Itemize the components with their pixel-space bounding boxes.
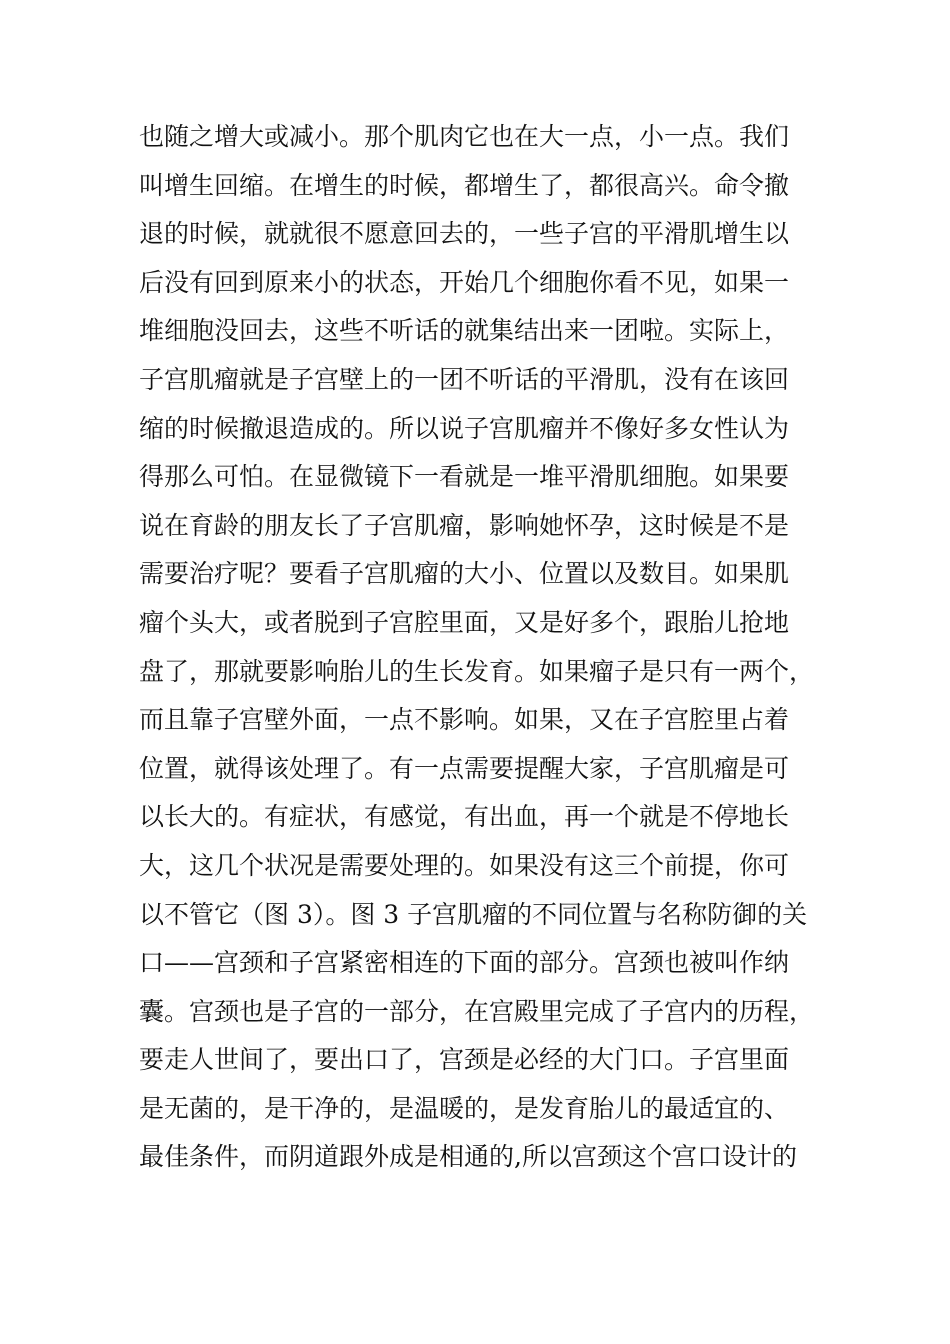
text-line-22: 最佳条件，而阴道跟外成是相通的,所以宫颈这个宫口设计的 (139, 1142, 797, 1172)
text-line-15: 以长大的。有症状，有感觉，有出血，再一个就是不停地长 (139, 802, 790, 832)
text-line-2: 叫增生回缩。在增生的时候，都增生了，都很高兴。命令撤 (139, 170, 790, 200)
body-text (139, 113, 839, 1182)
text-line-8: 得那么可怕。在显微镜下一看就是一堆平滑肌细胞。如果要 (139, 462, 790, 492)
text-line-21: 是无菌的，是干净的，是温暖的，是发育胎儿的最适宜的、 (139, 1093, 790, 1123)
text-line-10: 需要治疗呢？要看子宫肌瘤的大小、位置以及数目。如果肌 (139, 559, 790, 589)
text-line-16: 大，这几个状况是需要处理的。如果没有这三个前提，你可 (139, 850, 790, 880)
text-line-17: 以不管它（图 3）。图 3 子宫肌瘤的不同位置与名称防御的关 (139, 899, 808, 929)
text-line-13: 而且靠子宫壁外面，一点不影响。如果，又在子宫腔里占着 (139, 705, 790, 735)
text-line-4: 后没有回到原来小的状态，开始几个细胞你看不见，如果一 (139, 267, 790, 297)
text-line-7: 缩的时候撤退造成的。所以说子宫肌瘤并不像好多女性认为 (139, 413, 790, 443)
text-line-5: 堆细胞没回去，这些不听话的就集结出来一团啦。实际上， (139, 316, 790, 346)
text-line-11: 瘤个头大，或者脱到子宫腔里面，又是好多个，跟胎儿抢地 (139, 607, 790, 637)
text-line-1: 也随之增大或减小。那个肌肉它也在大一点，小一点。我们 (139, 122, 790, 151)
text-line-6: 子宫肌瘤就是子宫壁上的一团不听话的平滑肌，没有在该回 (139, 364, 790, 394)
text-line-19: 囊。宫颈也是子宫的一部分，在宫殿里完成了子宫内的历程， (139, 996, 815, 1026)
text-line-12: 盘了，那就要影响胎儿的生长发育。如果瘤子是只有一两个， (139, 656, 815, 686)
text-line-18: 口——宫颈和子宫紧密相连的下面的部分。宫颈也被叫作纳 (139, 948, 790, 978)
text-line-14: 位置，就得该处理了。有一点需要提醒大家，子宫肌瘤是可 (139, 753, 790, 783)
text-line-9: 说在育龄的朋友长了子宫肌瘤，影响她怀孕，这时候是不是 (139, 510, 790, 540)
text-line-20: 要走人世间了，要出口了，宫颈是必经的大门口。子宫里面 (139, 1045, 790, 1075)
text-line-3: 退的时候，就就很不愿意回去的，一些子宫的平滑肌增生以 (139, 219, 790, 249)
